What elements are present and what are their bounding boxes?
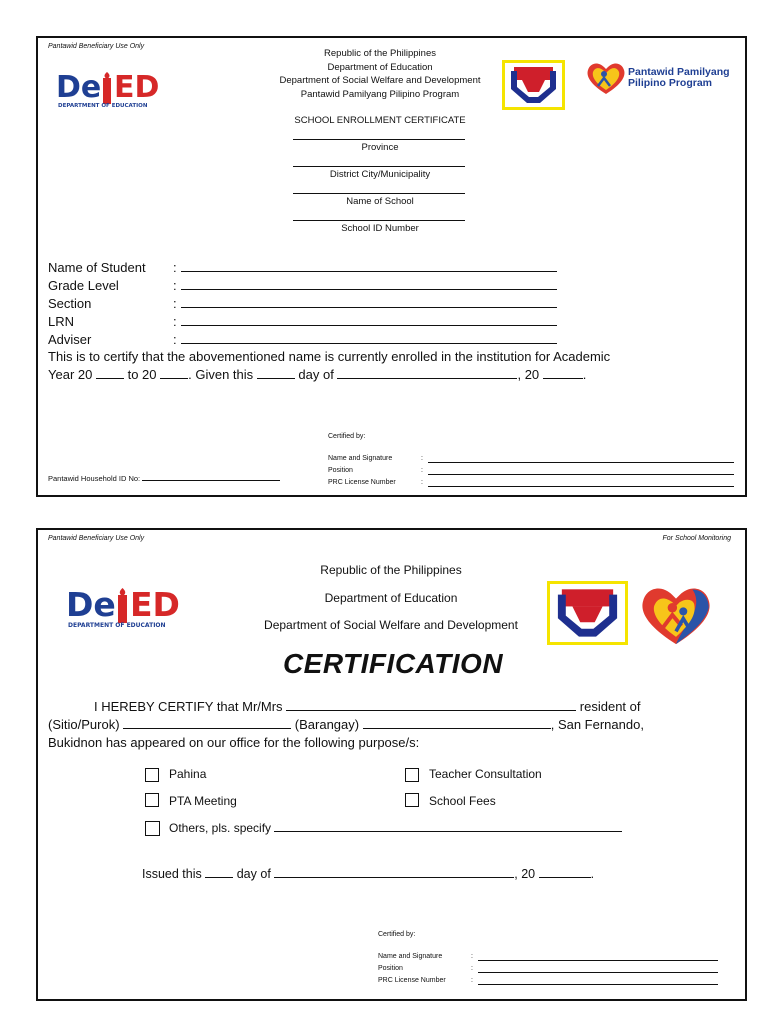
- beneficiary-use-note: Pantawid Beneficiary Use Only: [48, 43, 145, 50]
- name-of-student-input[interactable]: [181, 261, 557, 272]
- pahina-label: Pahina: [169, 767, 207, 781]
- svg-text:DEPARTMENT OF EDUCATION: DEPARTMENT OF EDUCATION: [68, 622, 166, 629]
- header-line-3: Department of Social Welfare and Development: [279, 75, 481, 86]
- pantawid-heart-logo: [636, 580, 716, 650]
- teacher-consultation-checkbox[interactable]: [405, 768, 419, 782]
- household-id-row: [48, 472, 280, 483]
- dswd-seal: [547, 581, 628, 645]
- signature-row-name: [328, 453, 740, 465]
- colon: :: [471, 977, 473, 984]
- field-colon: :: [173, 332, 177, 347]
- issued-year-label: , 20: [514, 867, 536, 881]
- pta-meeting-label: PTA Meeting: [169, 794, 237, 808]
- barangay-input[interactable]: [363, 718, 551, 729]
- field-colon: :: [173, 314, 177, 329]
- section-input[interactable]: [181, 297, 557, 308]
- pantawid-logo-text-2: Pilipino Program: [628, 77, 713, 89]
- year-label: , 20: [517, 367, 540, 382]
- issued-row: [142, 867, 594, 881]
- header-block: [250, 47, 510, 101]
- issued-day-input[interactable]: [205, 867, 233, 878]
- issued-this-label: Issued this: [142, 867, 202, 881]
- field-grade-level: [48, 277, 568, 295]
- others-checkbox[interactable]: [145, 821, 160, 836]
- school-fees-label: School Fees: [429, 794, 496, 808]
- signature-row-prc: [328, 477, 740, 489]
- field-label: Section: [48, 296, 92, 311]
- header-line-3: Department of Social Welfare and Development: [264, 618, 518, 632]
- colon: :: [471, 965, 473, 972]
- field-section: [48, 295, 568, 313]
- school-name-label: Name of School: [346, 196, 414, 207]
- field-label: LRN: [48, 314, 75, 329]
- deped-logo: [56, 70, 206, 110]
- colon: :: [421, 455, 423, 462]
- issued-month-input[interactable]: [274, 867, 514, 878]
- pahina-checkbox[interactable]: [145, 768, 159, 782]
- signature-label: Name and Signature: [328, 455, 393, 462]
- teacher-consultation-label: Teacher Consultation: [429, 767, 542, 781]
- dswd-seal-icon: [550, 584, 625, 642]
- svg-text:ED: ED: [114, 70, 160, 105]
- others-row: [169, 821, 622, 835]
- student-fields: [48, 259, 568, 349]
- household-id-label: Pantawid Household ID No:: [48, 474, 141, 483]
- header-line-1: Republic of the Philippines: [324, 48, 436, 59]
- others-label: Others, pls. specify: [169, 821, 272, 835]
- day-of: day of: [298, 367, 334, 382]
- header-line-4: Pantawid Pamilyang Pilipino Program: [300, 88, 460, 100]
- header-line-2: Department of Education: [327, 61, 433, 73]
- prc-license-input[interactable]: [428, 478, 734, 487]
- signature-label: Name and Signature: [378, 953, 443, 960]
- year-end-input[interactable]: [160, 368, 188, 379]
- year-start-input[interactable]: [96, 368, 124, 379]
- school-id-label: School ID Number: [341, 223, 419, 234]
- field-colon: :: [173, 296, 177, 311]
- prc-label: PRC License Number: [328, 479, 396, 486]
- school-name-line: [293, 193, 465, 194]
- signature-block: [328, 453, 740, 489]
- city-label: , San Fernando,: [550, 717, 644, 732]
- signature-row-position: [378, 963, 723, 975]
- field-colon: :: [173, 278, 177, 293]
- position-input[interactable]: [428, 466, 734, 475]
- colon: :: [421, 479, 423, 486]
- deped-logo-mark: [66, 586, 231, 630]
- household-id-input[interactable]: [142, 472, 280, 481]
- field-adviser: [48, 331, 568, 349]
- pantawid-logo-text-1: Pantawid Pamilyang: [628, 66, 730, 78]
- svg-text:De: De: [56, 70, 102, 105]
- certify-line-2: [48, 366, 586, 384]
- certification-form: [36, 528, 747, 1001]
- year-to: to 20: [127, 367, 157, 382]
- dswd-seal: [502, 60, 565, 110]
- province-line: [293, 139, 465, 140]
- field-lrn: [48, 313, 568, 331]
- enrollment-certificate-form: [36, 36, 747, 497]
- period: .: [590, 867, 595, 881]
- pantawid-heart-icon: [636, 580, 716, 650]
- field-label: Name of Student: [48, 260, 146, 275]
- header-line-2: Department of Education: [324, 591, 458, 605]
- period: .: [582, 367, 587, 382]
- field-colon: :: [173, 260, 177, 275]
- district-label: District City/Municipality: [329, 169, 431, 180]
- header-line-1: Republic of the Philippines: [320, 563, 462, 577]
- document-title: SCHOOL ENROLLMENT CERTIFICATE: [294, 115, 466, 126]
- resident-of: resident of: [579, 699, 641, 714]
- certify-prefix: I HEREBY CERTIFY that Mr/Mrs: [94, 699, 283, 714]
- colon: :: [421, 467, 423, 474]
- prc-label: PRC License Number: [378, 977, 446, 984]
- dswd-seal-icon: [505, 63, 562, 107]
- person-name-input[interactable]: [286, 700, 576, 711]
- province-label: Province: [361, 142, 399, 153]
- name-signature-input[interactable]: [428, 454, 734, 463]
- certify-line-1: This is to certify that the abovementioned name is currently enrolled in the institution for Academic: [48, 349, 611, 364]
- prc-license-input[interactable]: [478, 976, 718, 985]
- year-prefix: Year 20: [48, 367, 93, 382]
- day-input[interactable]: [257, 368, 295, 379]
- para-line-1: [48, 698, 641, 716]
- svg-text:ED: ED: [130, 586, 180, 624]
- pantawid-logo: [584, 60, 744, 96]
- barangay-label: (Barangay): [294, 717, 360, 732]
- certification-title: CERTIFICATION: [282, 648, 504, 679]
- sitio-input[interactable]: [123, 718, 291, 729]
- position-label: Position: [378, 965, 403, 972]
- signature-block: [378, 951, 723, 987]
- para-line-3: Bukidnon has appeared on our office for the following purpose/s:: [48, 735, 420, 750]
- para-line-2: [48, 716, 644, 734]
- pantawid-heart-icon: [584, 60, 628, 96]
- others-specify-input[interactable]: [274, 821, 622, 832]
- position-input[interactable]: [478, 964, 718, 973]
- district-line: [293, 166, 465, 167]
- beneficiary-use-note: Pantawid Beneficiary Use Only: [48, 535, 145, 542]
- position-label: Position: [328, 467, 353, 474]
- year-input[interactable]: [543, 368, 583, 379]
- colon: :: [471, 953, 473, 960]
- grade-level-input[interactable]: [181, 279, 557, 290]
- deped-logo: [66, 586, 231, 630]
- given-this: . Given this: [188, 367, 254, 382]
- deped-logo-mark: [56, 70, 206, 110]
- field-label: Adviser: [48, 332, 92, 347]
- field-name-of-student: [48, 259, 568, 277]
- adviser-input[interactable]: [181, 333, 557, 344]
- signature-row-name: [378, 951, 723, 963]
- lrn-input[interactable]: [181, 315, 557, 326]
- issued-year-input[interactable]: [539, 867, 591, 878]
- svg-text:De: De: [66, 586, 116, 624]
- name-signature-input[interactable]: [478, 952, 718, 961]
- sitio-label: (Sitio/Purok): [48, 717, 120, 732]
- field-label: Grade Level: [48, 278, 119, 293]
- svg-text:DEPARTMENT OF EDUCATION: DEPARTMENT OF EDUCATION: [58, 103, 148, 109]
- certified-by-label: Certified by:: [328, 433, 366, 440]
- signature-row-position: [328, 465, 740, 477]
- school-fees-checkbox[interactable]: [405, 793, 419, 807]
- certified-by-label: Certified by:: [378, 931, 416, 938]
- pta-meeting-checkbox[interactable]: [145, 793, 159, 807]
- day-of-label: day of: [236, 867, 271, 881]
- school-monitoring-note: For School Monitoring: [662, 535, 731, 542]
- signature-row-prc: [378, 975, 723, 987]
- month-input[interactable]: [337, 368, 517, 379]
- school-id-line: [293, 220, 465, 221]
